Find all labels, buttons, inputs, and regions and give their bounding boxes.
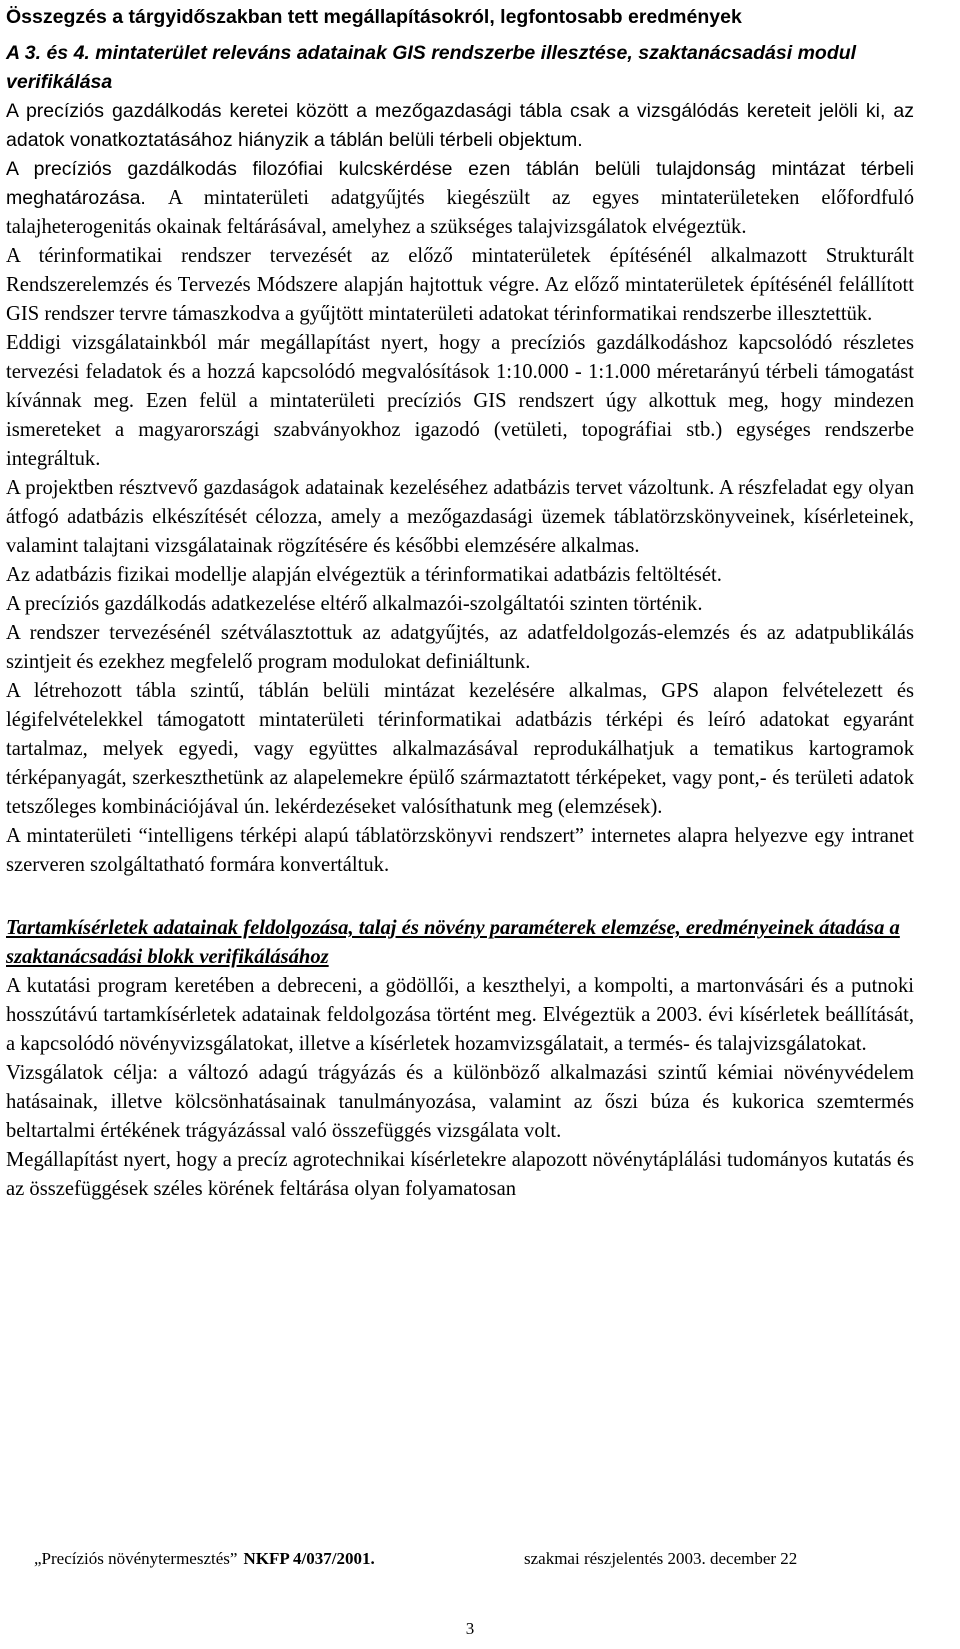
section-gis [6,39,914,880]
paragraph: Megállapítást nyert, hogy a precíz agrotechnikai kísérletekre alapozott növénytáplálási tudományos kutatás és az összefüggések széles körének feltárása olyan folyamatosan [6,1149,914,1200]
footer-title: „Precíziós növénytermesztés” [34,1549,238,1568]
section-title-experiments: Tartamkísérletek adatainak feldolgozása, talaj és növény paraméterek elemzése, eredményeinek átadása a szaktanácsadási blokk verifikálásához [6,917,900,968]
paragraph: A precíziós gazdálkodás adatkezelése eltérő alkalmazói-szolgáltatói szinten történik. [6,593,703,615]
paragraph: A projektben résztvevő gazdaságok adatainak kezeléséhez adatbázis tervet vázoltunk. A részfeladat egy olyan átfogó adatbázis elkészítését célozza, amely a mezőgazdasági üzemek táblatörzskönyveinek, kísérleteinek, valamint talajtani vizsgálatainak rögzítésére és későbbi elemzésére alkalmas. [6,477,914,557]
section-long-term-experiments [6,914,914,1204]
paragraph-part: A precíziós gazdálkodás filozófiai kulcskérdése ezen táblán belüli tulajdonság mintázat térbeli meghatározása. [6,158,914,209]
page-number: 3 [465,1619,475,1638]
page-title: Összegzés a tárgyidőszakban tett megállapításokról, legfontosabb eredmények [6,6,742,28]
footer-project-id: NKFP 4/037/2001. [243,1549,375,1568]
paragraph: Vizsgálatok célja: a változó adagú trágyázás és a különböző alkalmazási szintű kémiai növényvédelem hatásainak, illetve kölcsönhatásainak tanulmányozása, valamint az őszi búza és kukorica szemtermés beltartalmi értékének trágyázással való összefüggés vizsgálata volt. [6,1062,914,1142]
paragraph [6,155,914,242]
footer-title-block [34,1548,375,1570]
paragraph: Eddigi vizsgálatainkból már megállapítást nyert, hogy a precíziós gazdálkodáshoz kapcsolódó részletes tervezési feladatok és a hozzá kapcsolódó megvalósítások 1:10.000 - 1:1.000 méretarányú térbeli támogatást kívánnak meg. Ezen felül a mintaterületi precíziós GIS rendszert úgy alkottuk meg, hogy mindezen ismereteket a magyarországi szabványokhoz igazodó (vetületi, topográfiai stb.) egységes rendszerbe integráltuk. [6,332,914,470]
paragraph: Az adatbázis fizikai modellje alapján elvégeztük a térinformatikai adatbázis feltöltését. [6,564,722,586]
paragraph: A kutatási program keretében a debreceni, a gödöllői, a keszthelyi, a kompolti, a martonvásári és a putnoki hosszútávú tartamkísérletek adatainak feldolgozása történt meg. Elvégeztük a 2003. évi kísérletek beállítását, a kapcsolódó növényvizsgálatokat, illetve a kísérletek hozamvizsgálatait, a termés- és talajvizsgálatokat. [6,975,914,1055]
paragraph: A precíziós gazdálkodás keretei között a mezőgazdasági tábla csak a vizsgálódás kereteit jelöli ki, az adatok vonatkoztatásához hiányzik a táblán belüli térbeli objektum. [6,100,914,151]
section-title-gis-text: A 3. és 4. mintaterület releváns adatainak GIS rendszerbe illesztése, szaktanácsadási modul verifikálása [6,42,857,93]
section-title-gis [6,39,914,97]
paragraph-part: A mintaterületi adatgyűjtés kiegészült az egyes mintaterületeken előfordfuló talajheterogenitás okainak feltárásával, amelyhez a szükséges talajvizsgálatok elvégeztük. [6,187,914,238]
footer-report-date: szakmai részjelentés 2003. december 22 [524,1549,798,1568]
paragraph: A rendszer tervezésénél szétválasztottuk az adatgyűjtés, az adatfeldolgozás-elemzés és az adatpublikálás szintjeit és ezekhez megfelelő program modulokat definiáltunk. [6,622,914,673]
paragraph: A térinformatikai rendszer tervezését az előző mintaterületek építésénél alkalmazott Strukturált Rendszerelemzés és Tervezés Módszere alapján hajtottuk végre. Az előző mintaterületek építésénél felállított GIS rendszer tervre támaszkodva a gyűjtött mintaterületi adatokat térinformatikai rendszerbe illesztettük. [6,245,914,325]
paragraph: A létrehozott tábla szintű, táblán belüli mintázat kezelésére alkalmas, GPS alapon felvételezett és légifelvételekkel támogatott mintaterületi térinformatikai adatbázis térképi és leíró adatokat egyaránt tartalmaz, melyek egyedi, vagy együttes alkalmazásával reprodukálhatjuk a tematikus kartogramok térképanyagát, szerkeszthetünk az alapelemekre épülő származtatott térképeket, vagy pont,- és területi adatok tetszőleges kombinációjával ún. lekérdezéseket valósíthatunk meg (elemzések). [6,680,914,818]
paragraph: A mintaterületi “intelligens térképi alapú táblatörzskönyvi rendszert” internetes alapra helyezve egy intranet szerveren szolgáltatható formára konvertáltuk. [6,825,914,876]
